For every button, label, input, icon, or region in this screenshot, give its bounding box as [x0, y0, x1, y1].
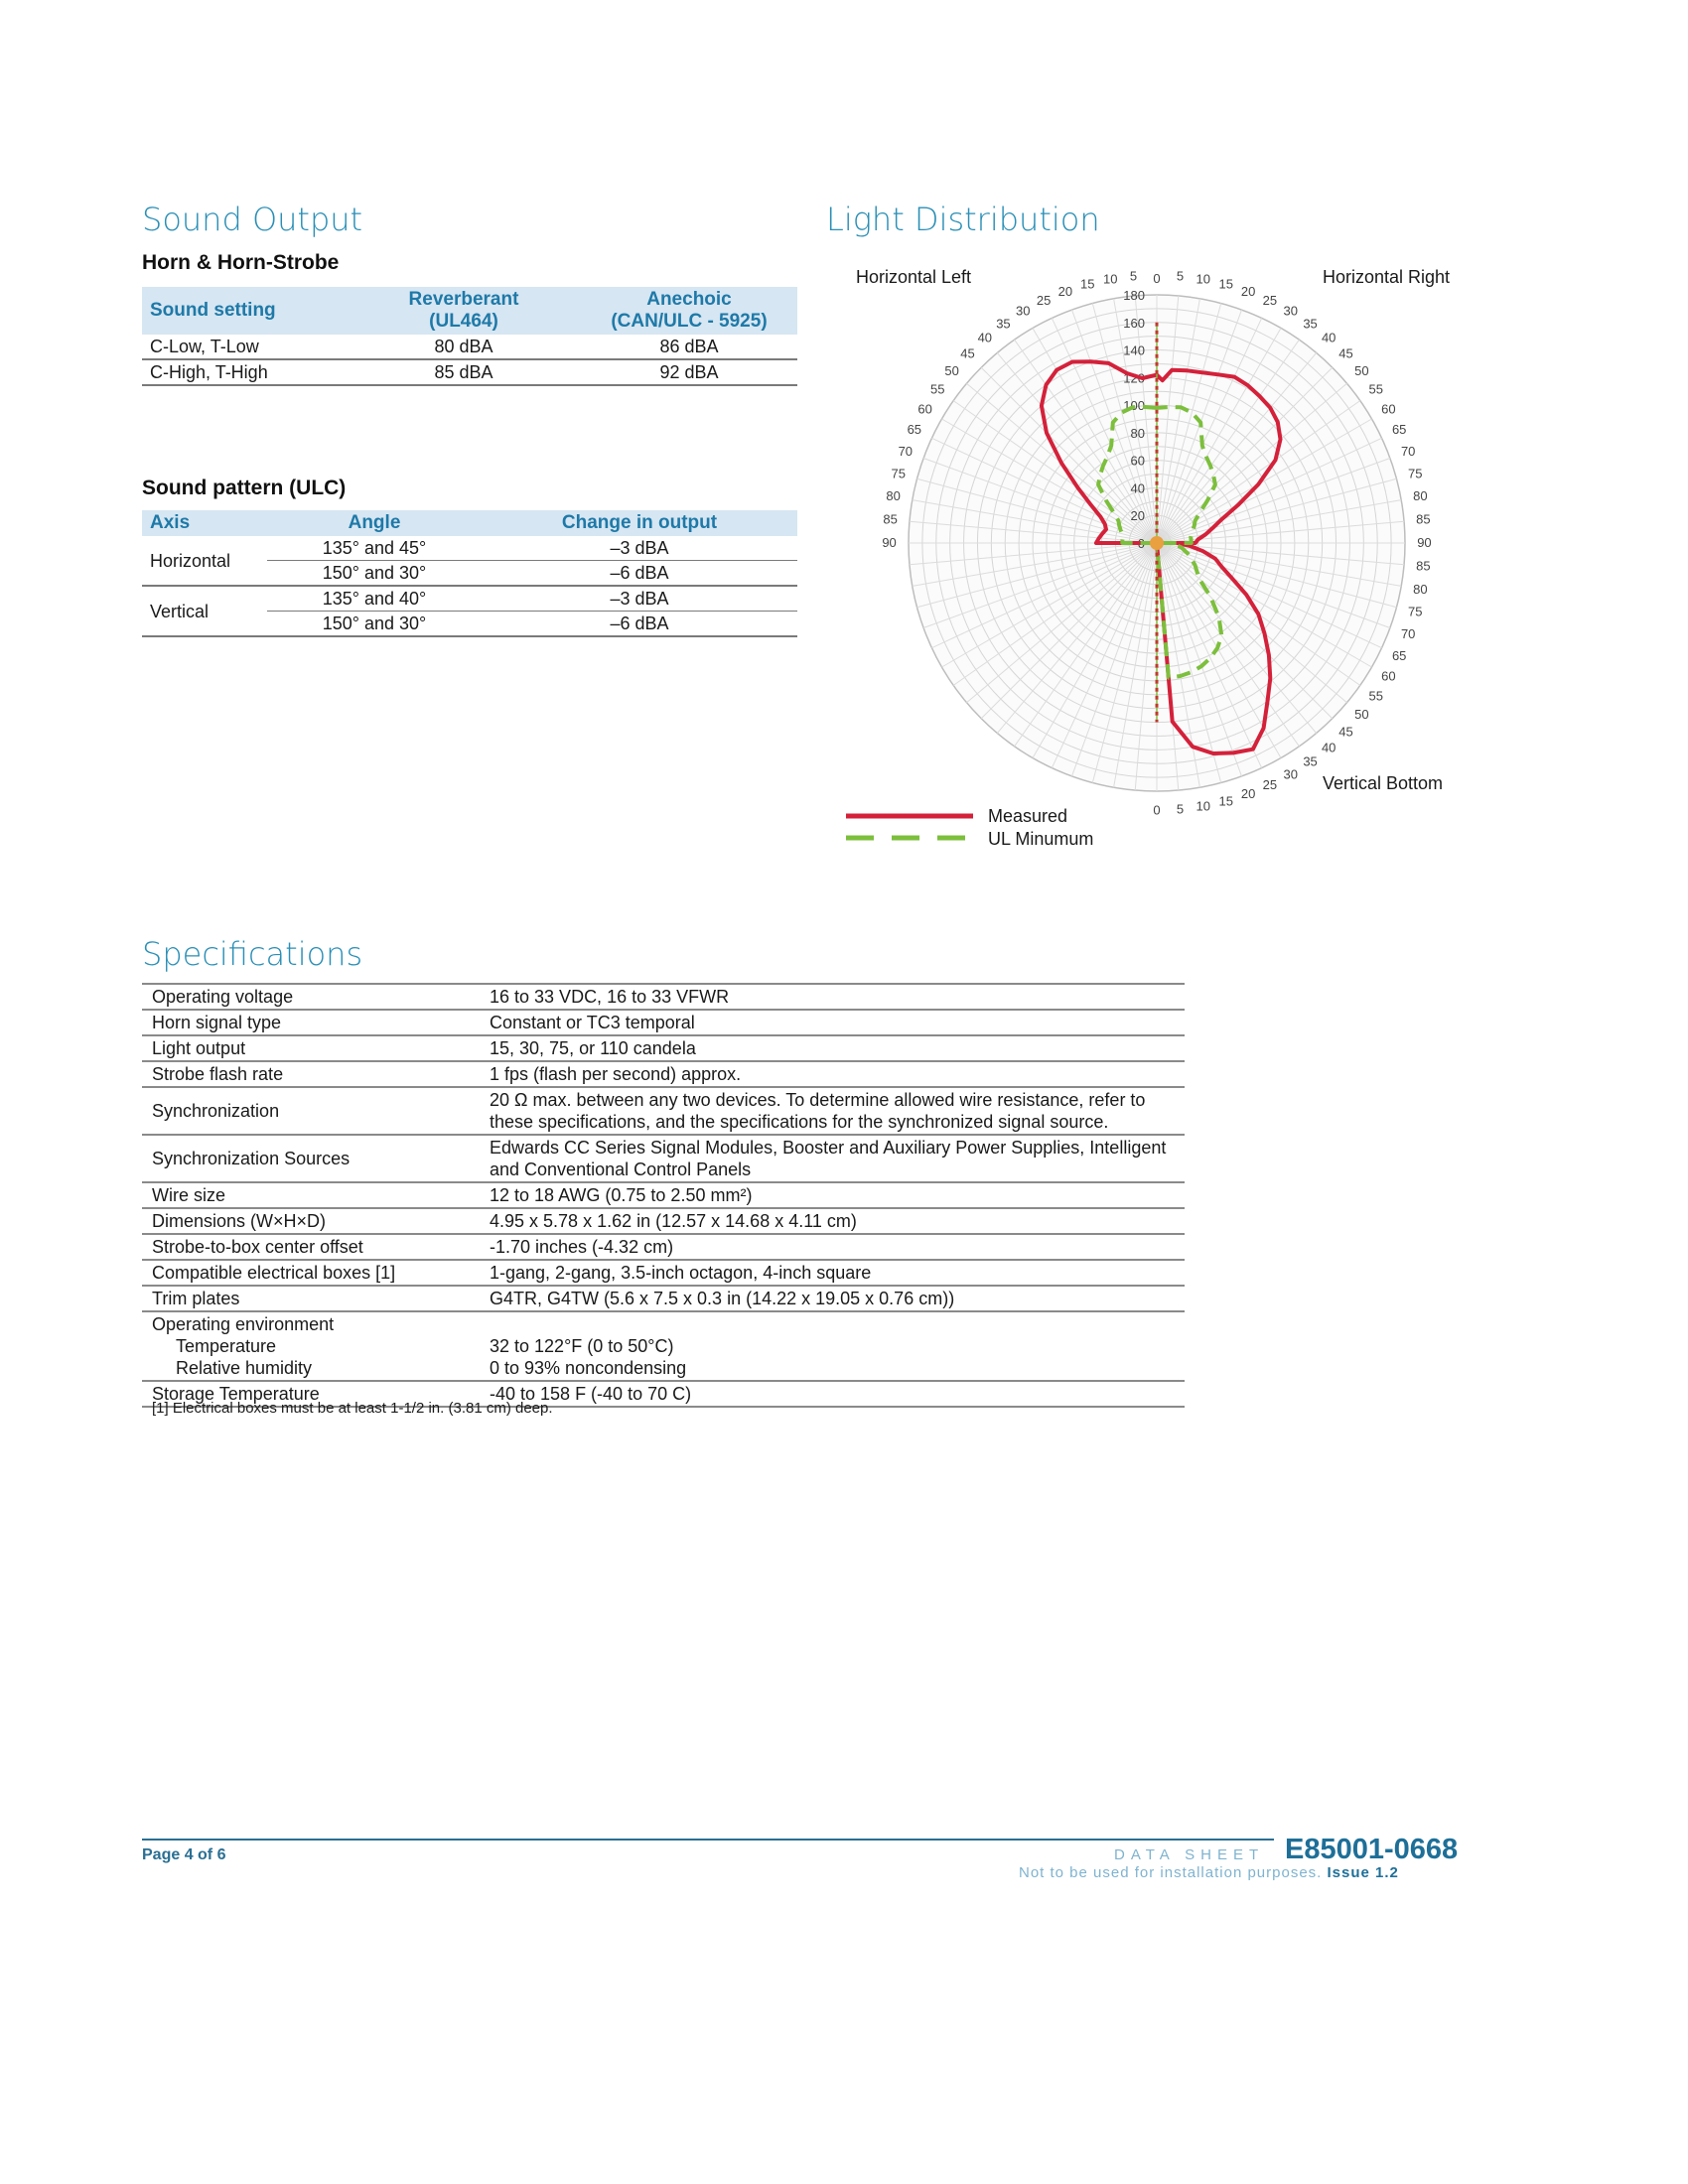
col-sound-setting: Sound setting	[142, 287, 347, 335]
angle-tick-label: 55	[930, 381, 945, 397]
spec-value: -1.70 inches (-4.32 cm)	[480, 1234, 1185, 1260]
angle-cell: 135° and 40°	[267, 586, 482, 612]
col-anechoic	[581, 287, 797, 335]
angle-tick-label: 35	[1303, 316, 1318, 332]
horizontal-right-label: Horizontal Right	[1323, 267, 1451, 287]
angle-tick-label: 50	[944, 362, 959, 378]
radial-tick-label: 160	[1123, 315, 1145, 331]
vertical-bottom-label: Vertical Bottom	[1323, 773, 1444, 793]
angle-tick-label: 0	[1153, 271, 1161, 286]
spec-key: Wire size	[142, 1182, 480, 1208]
specifications-table	[142, 983, 1185, 1408]
spec-key: Operating voltage	[142, 984, 480, 1010]
light-distribution-title: Light Distribution	[826, 201, 1100, 238]
radial-tick-label: 60	[1130, 453, 1145, 469]
sound-pattern-header-row	[142, 510, 797, 536]
angle-tick-label: 50	[1354, 707, 1369, 723]
table-row	[142, 536, 797, 561]
angle-tick-label: 80	[886, 488, 901, 504]
table-row	[142, 1208, 1185, 1234]
axis-cell: Horizontal	[142, 536, 267, 586]
angle-cell: 150° and 30°	[267, 561, 482, 587]
angle-tick-label: 15	[1218, 793, 1233, 809]
angle-tick-label: 75	[1408, 604, 1423, 619]
angle-tick-label: 40	[1321, 330, 1336, 345]
spec-value: 4.95 x 5.78 x 1.62 in (12.57 x 14.68 x 4.11 cm)	[480, 1208, 1185, 1234]
angle-tick-label: 15	[1218, 276, 1233, 292]
angle-tick-label: 35	[1303, 753, 1318, 769]
angle-tick-label: 25	[1262, 292, 1278, 308]
spec-value: 20 Ω max. between any two devices. To determine allowed wire resistance, refer to these specifications, and the specifications for the synchronized signal source.	[480, 1087, 1185, 1135]
doc-number: E85001-0668	[1285, 1834, 1459, 1865]
temp-label: Temperature	[176, 1336, 277, 1356]
radial-tick-label: 100	[1123, 398, 1145, 414]
spec-value: 16 to 33 VDC, 16 to 33 VFWR	[480, 984, 1185, 1010]
spec-value: Constant or TC3 temporal	[480, 1010, 1185, 1035]
angle-tick-label: 65	[907, 422, 922, 438]
install-note: Not to be used for installation purposes.	[1019, 1864, 1323, 1881]
angle-tick-label: 60	[917, 401, 932, 417]
reverberant-cell: 85 dBA	[347, 359, 581, 385]
angle-tick-label: 20	[1057, 283, 1073, 299]
spec-key: Trim plates	[142, 1286, 480, 1311]
angle-tick-label: 30	[1283, 766, 1298, 782]
spec-key: Dimensions (W×H×D)	[142, 1208, 480, 1234]
angle-tick-label: 60	[1381, 668, 1396, 684]
angle-tick-label: 5	[1176, 268, 1185, 284]
spec-key: Compatible electrical boxes [1]	[142, 1260, 480, 1286]
spec-key	[142, 1311, 480, 1381]
radial-tick-label: 80	[1130, 425, 1145, 441]
radial-tick-label: 180	[1123, 288, 1145, 303]
radial-tick-label: 140	[1123, 342, 1145, 358]
spec-value	[480, 1311, 1185, 1381]
angle-tick-label: 35	[996, 316, 1011, 332]
polar-origin-marker	[1150, 536, 1164, 550]
angle-tick-label: 85	[883, 511, 898, 527]
angle-tick-label: 20	[1240, 786, 1256, 802]
col-angle: Angle	[267, 510, 482, 536]
angle-tick-label: 55	[1368, 688, 1383, 704]
angle-tick-label: 60	[1381, 401, 1396, 417]
table-row	[142, 1260, 1185, 1286]
col-axis: Axis	[142, 510, 267, 536]
sound-output-header-row	[142, 287, 797, 335]
angle-tick-label: 80	[1413, 581, 1428, 597]
spec-key: Horn signal type	[142, 1010, 480, 1035]
angle-tick-label: 5	[1129, 268, 1138, 284]
anechoic-label: Anechoic	[646, 289, 732, 310]
radial-tick-label: 120	[1123, 370, 1145, 386]
specs-footnote: [1] Electrical boxes must be at least 1-1/2 in. (3.81 cm) deep.	[152, 1400, 553, 1417]
angle-tick-label: 70	[1400, 443, 1416, 459]
angle-tick-label: 90	[882, 535, 897, 550]
angle-tick-label: 40	[977, 330, 993, 345]
angle-tick-label: 90	[1417, 535, 1432, 550]
angle-tick-label: 65	[1391, 422, 1407, 438]
table-row	[142, 984, 1185, 1010]
legend-measured-label: Measured	[988, 806, 1068, 826]
axis-cell: Vertical	[142, 586, 267, 636]
spec-key: Strobe flash rate	[142, 1061, 480, 1087]
col-reverberant	[347, 287, 581, 335]
setting-cell: C-Low, T-Low	[142, 335, 347, 359]
setting-cell: C-High, T-High	[142, 359, 347, 385]
horizontal-left-label: Horizontal Left	[856, 267, 972, 287]
anechoic-cell: 86 dBA	[581, 335, 797, 359]
angle-tick-label: 50	[1354, 362, 1369, 378]
table-row	[142, 1061, 1185, 1087]
angle-tick-label: 10	[1102, 271, 1118, 287]
change-cell: –3 dBA	[482, 536, 797, 561]
angle-tick-label: 85	[1416, 511, 1431, 527]
angle-tick-label: 25	[1262, 777, 1278, 793]
data-sheet-label: DATA SHEET	[1114, 1846, 1265, 1863]
angle-tick-label: 70	[898, 443, 914, 459]
angle-tick-label: 40	[1321, 740, 1336, 755]
angle-tick-label: 10	[1196, 798, 1211, 814]
humidity-value: 0 to 93% noncondensing	[490, 1358, 687, 1378]
angle-tick-label: 65	[1391, 647, 1407, 663]
angle-tick-label: 75	[891, 466, 906, 481]
angle-tick-label: 10	[1196, 271, 1211, 287]
storage-label: Storage Temperature	[142, 1381, 480, 1407]
table-row	[142, 1234, 1185, 1260]
angle-tick-label: 55	[1368, 381, 1383, 397]
table-row	[142, 586, 797, 612]
change-cell: –6 dBA	[482, 561, 797, 587]
angle-cell: 135° and 45°	[267, 536, 482, 561]
table-row	[142, 1135, 1185, 1182]
angle-tick-label: 30	[1283, 303, 1298, 319]
env-label: Operating environment	[152, 1314, 335, 1334]
spec-value: 12 to 18 AWG (0.75 to 2.50 mm²)	[480, 1182, 1185, 1208]
spec-value: 15, 30, 75, or 110 candela	[480, 1035, 1185, 1061]
table-row	[142, 359, 797, 385]
spec-key: Light output	[142, 1035, 480, 1061]
anechoic-cell: 92 dBA	[581, 359, 797, 385]
angle-tick-label: 75	[1408, 466, 1423, 481]
legend-ul-label: UL Minumum	[988, 829, 1094, 849]
angle-tick-label: 30	[1016, 303, 1031, 319]
angle-tick-label: 5	[1176, 801, 1185, 817]
spec-key: Synchronization Sources	[142, 1135, 480, 1182]
sound-pattern-title: Sound pattern (ULC)	[142, 477, 347, 499]
table-row	[142, 1087, 1185, 1135]
angle-tick-label: 80	[1413, 488, 1428, 504]
sound-pattern-table	[142, 510, 797, 637]
angle-tick-label: 0	[1153, 802, 1161, 818]
temp-value: 32 to 122°F (0 to 50°C)	[490, 1336, 674, 1356]
horn-strobe-subtitle: Horn & Horn-Strobe	[142, 251, 340, 274]
angle-tick-label: 70	[1400, 626, 1416, 642]
legend-swatches	[844, 806, 983, 846]
specifications-title: Specifications	[142, 935, 363, 973]
radial-tick-label: 20	[1130, 508, 1145, 524]
footer-rule	[142, 1839, 1274, 1841]
reverberant-cell: 80 dBA	[347, 335, 581, 359]
angle-tick-label: 15	[1080, 276, 1095, 292]
table-row	[142, 1286, 1185, 1311]
angle-tick-label: 25	[1036, 292, 1052, 308]
storage-value: -40 to 158 F (-40 to 70 C)	[480, 1381, 1185, 1407]
angle-tick-label: 45	[1338, 724, 1353, 740]
table-row	[142, 335, 797, 359]
spec-value: 1-gang, 2-gang, 3.5-inch octagon, 4-inch square	[480, 1260, 1185, 1286]
table-row	[142, 1035, 1185, 1061]
spec-key: Synchronization	[142, 1087, 480, 1135]
ul464-label: (UL464)	[429, 311, 498, 332]
radial-tick-label: 40	[1130, 480, 1145, 496]
spec-value: G4TR, G4TW (5.6 x 7.5 x 0.3 in (14.22 x 19.05 x 0.76 cm))	[480, 1286, 1185, 1311]
footer-note	[1019, 1864, 1399, 1881]
angle-tick-label: 20	[1240, 283, 1256, 299]
spec-key: Strobe-to-box center offset	[142, 1234, 480, 1260]
angle-tick-label: 45	[1338, 345, 1353, 361]
sound-output-title: Sound Output	[142, 201, 363, 238]
page-number: Page 4 of 6	[142, 1846, 226, 1863]
table-row	[142, 1010, 1185, 1035]
col-change: Change in output	[482, 510, 797, 536]
change-cell: –6 dBA	[482, 612, 797, 637]
sound-output-table	[142, 287, 797, 386]
angle-tick-label: 85	[1416, 558, 1431, 574]
can-ulc-label: (CAN/ULC - 5925)	[611, 311, 768, 332]
angle-tick-label: 45	[960, 345, 975, 361]
change-cell: –3 dBA	[482, 586, 797, 612]
angle-cell: 150° and 30°	[267, 612, 482, 637]
issue-number: Issue 1.2	[1327, 1864, 1399, 1881]
reverberant-label: Reverberant	[408, 289, 519, 310]
spec-value: 1 fps (flash per second) approx.	[480, 1061, 1185, 1087]
spec-value: Edwards CC Series Signal Modules, Booster and Auxiliary Power Supplies, Intelligent and Conventional Control Panels	[480, 1135, 1185, 1182]
table-row	[142, 1182, 1185, 1208]
table-row	[142, 1311, 1185, 1381]
radial-tick-label: 0	[1137, 536, 1145, 551]
humidity-label: Relative humidity	[176, 1358, 313, 1378]
